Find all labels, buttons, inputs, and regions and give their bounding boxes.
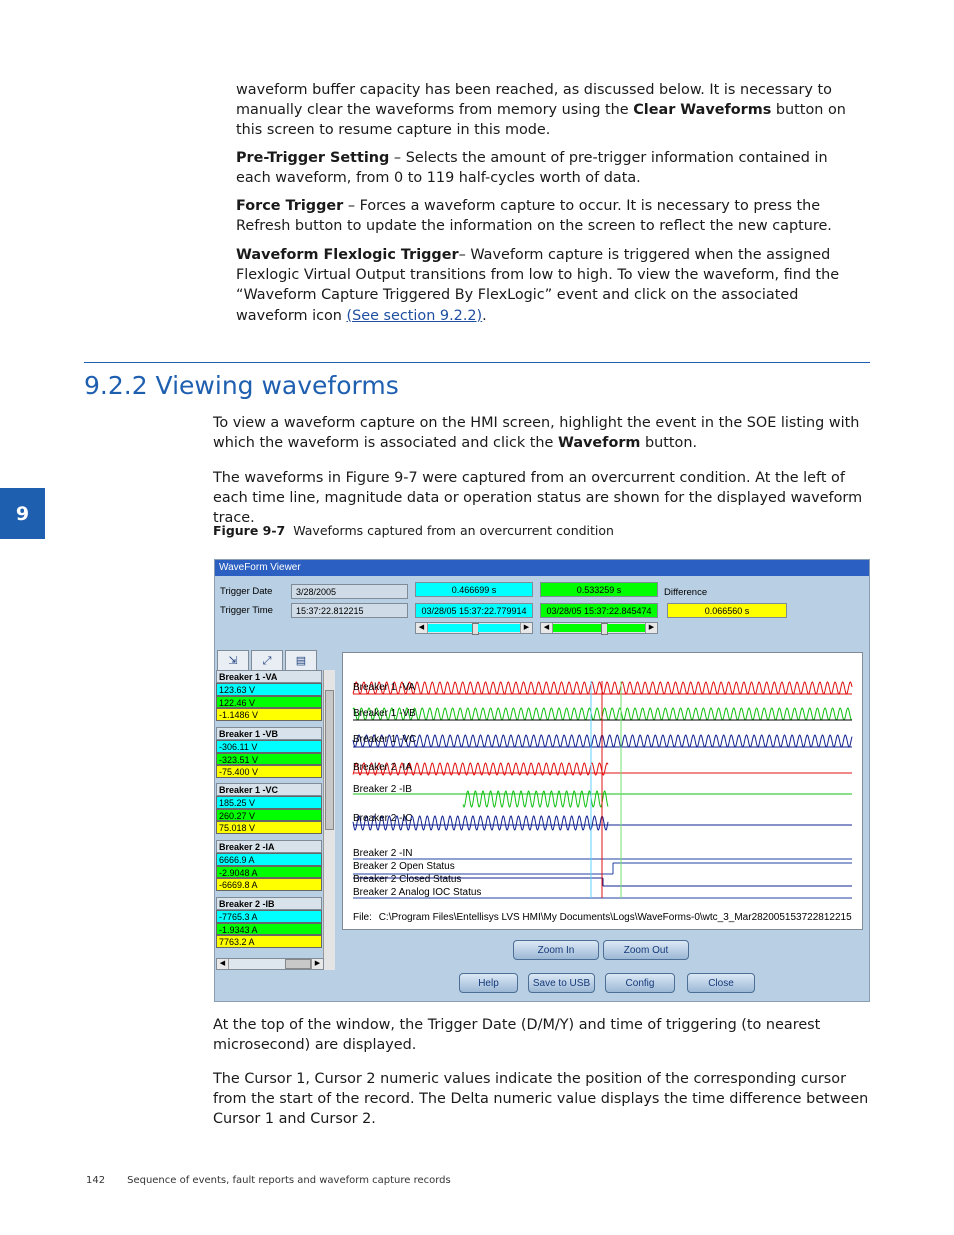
channel-group xyxy=(216,897,322,948)
cursor1-slider-fill-right xyxy=(478,624,520,632)
trace-label: Breaker 2 -IN xyxy=(353,848,413,859)
trace-label: Breaker 2 -IA xyxy=(353,762,412,773)
section-paragraph-1 xyxy=(213,413,873,453)
waveform-svg xyxy=(343,653,862,929)
cursor1-slider-fill xyxy=(428,624,472,632)
file-path: C:\Program Files\Entellisys LVS HMI\My Documents\Logs\WaveForms-0\wtc_3_Mar282005153722812215 xyxy=(378,912,852,923)
channel-values-panel xyxy=(215,670,335,970)
channel-yellow-value: -1.1486 V xyxy=(216,708,322,721)
channel-group xyxy=(216,783,322,834)
channel-name: Breaker 1 -VA xyxy=(216,670,322,683)
help-button[interactable]: Help xyxy=(459,973,518,993)
hscroll-thumb[interactable] xyxy=(285,959,311,969)
pretrigger-term: Pre-Trigger Setting xyxy=(236,150,390,166)
channel-cyan-value: 6666.9 A xyxy=(216,853,322,866)
trace-label: Breaker 2 -IC xyxy=(353,813,413,824)
channel-name: Breaker 2 -IA xyxy=(216,840,322,853)
channel-green-value: 122.46 V xyxy=(216,696,322,709)
config-button[interactable]: Config xyxy=(605,973,675,993)
channel-green-value: -1.9343 A xyxy=(216,923,322,936)
section-paragraph-2: The waveforms in Figure 9-7 were captured from an overcurrent condition. At the left of each time line, magnitude data or operation status are shown for the displayed waveform trace. xyxy=(213,470,863,527)
channel-name: Breaker 2 -IB xyxy=(216,897,322,910)
left-arrow-icon[interactable]: ◀ xyxy=(416,623,428,633)
after-paragraph-2: The Cursor 1, Cursor 2 numeric values indicate the position of the corresponding cursor from the start of the record. The Delta numeric value displays the time difference between Cursor 1 and Cursor 2. xyxy=(213,1071,869,1128)
cursor1-slider[interactable] xyxy=(415,622,533,634)
waveform-plot[interactable] xyxy=(342,652,863,930)
difference-field: 0.066560 s xyxy=(667,603,787,618)
channel-group xyxy=(216,727,322,778)
pretrigger-text: – Selects the amount of pre-trigger information contained in each waveform, from 0 to 119 half-cycles worth of data. xyxy=(236,150,828,187)
intro-text-end: button on this screen to resume capture in this mode. xyxy=(236,102,846,139)
flexlogic-paragraph xyxy=(236,245,861,326)
trace-label: Breaker 1 -VB xyxy=(353,708,416,719)
channel-yellow-value: 75.018 V xyxy=(216,821,322,834)
waveform-viewer-window xyxy=(214,559,870,1002)
channel-cyan-value: 123.63 V xyxy=(216,683,322,696)
right-arrow-icon[interactable]: ▶ xyxy=(645,623,657,633)
channel-name: Breaker 1 -VB xyxy=(216,727,322,740)
scrollbar-thumb[interactable] xyxy=(325,690,334,830)
trace-ib xyxy=(463,791,608,807)
zoom-fit-icon[interactable]: ⇲ xyxy=(217,650,249,672)
left-arrow-icon[interactable]: ◀ xyxy=(541,623,553,633)
channel-yellow-value: -75.400 V xyxy=(216,765,322,778)
window-title: WaveForm Viewer xyxy=(215,560,869,576)
waveform-term: Waveform xyxy=(557,435,641,452)
trace-label: Breaker 2 Analog IOC Status xyxy=(353,887,482,898)
trace-label: Breaker 2 Closed Status xyxy=(353,874,462,885)
page-footer xyxy=(86,1175,473,1186)
channel-group xyxy=(216,670,322,721)
cursor2-slider[interactable] xyxy=(540,622,658,634)
save-to-usb-button[interactable]: Save to USB xyxy=(528,973,595,993)
file-label-prefix: File: xyxy=(353,912,372,923)
channel-name: Breaker 1 -VC xyxy=(216,783,322,796)
cursor-tool-icon[interactable]: ⤢ xyxy=(251,650,283,672)
section-p1-text: To view a waveform capture on the HMI screen, highlight the event in the SOE listing with which the waveform is associated and click the xyxy=(213,415,860,452)
zoom-out-button[interactable]: Zoom Out xyxy=(603,940,689,960)
channel-panel-hscrollbar[interactable] xyxy=(216,958,324,970)
trigger-time-field: 15:37:22.812215 xyxy=(291,603,408,618)
channel-green-value: -2.9048 A xyxy=(216,866,322,879)
chapter-tab: 9 xyxy=(0,488,45,539)
channel-yellow-value: 7763.2 A xyxy=(216,935,322,948)
intro-paragraph xyxy=(236,80,876,141)
section-rule xyxy=(84,362,870,363)
see-section-link[interactable]: (See section 9.2.2) xyxy=(346,307,483,324)
force-trigger-paragraph xyxy=(236,196,856,236)
difference-label: Difference xyxy=(664,587,708,598)
figure-caption-text: Waveforms captured from an overcurrent condition xyxy=(293,523,614,538)
channel-select-icon[interactable]: ▤ xyxy=(285,650,317,672)
channel-panel-scrollbar[interactable] xyxy=(323,670,335,970)
right-arrow-icon[interactable]: ▶ xyxy=(520,623,532,633)
channel-green-value: 260.27 V xyxy=(216,809,322,822)
channel-cyan-value: -7765.3 A xyxy=(216,910,322,923)
trigger-date-field: 3/28/2005 xyxy=(291,584,408,599)
flexlogic-text: – Waveform capture is triggered when the assigned Flexlogic Virtual Output transitions from low to high. To view the waveform, find the “Waveform Capture Triggered By FlexLogic” event and click on the associated waveform icon xyxy=(236,247,840,324)
section-p1-end: button. xyxy=(640,435,698,452)
flexlogic-term: Waveform Flexlogic Trigger xyxy=(236,247,459,263)
cursor2-slider-fill-right xyxy=(607,624,645,632)
close-button[interactable]: Close xyxy=(687,973,755,993)
zoom-in-button[interactable]: Zoom In xyxy=(513,940,599,960)
cursor2-offset-field: 0.533259 s xyxy=(540,582,658,597)
channel-green-value: -323.51 V xyxy=(216,753,322,766)
force-trigger-text: – Forces a waveform capture to occur. It is necessary to press the Refresh button to update the information on the screen to reflect the new capture. xyxy=(236,198,832,235)
clear-waveforms-term: Clear Waveforms xyxy=(633,102,772,119)
left-arrow-icon[interactable]: ◀ xyxy=(217,959,229,969)
section-heading: 9.2.2 Viewing waveforms xyxy=(84,371,399,400)
after-paragraph-1: At the top of the window, the Trigger Date (D/M/Y) and time of triggering (to nearest microsecond) are displayed. xyxy=(213,1017,821,1054)
channel-cyan-value: -306.11 V xyxy=(216,740,322,753)
cursor2-slider-fill xyxy=(553,624,601,632)
trace-label: Breaker 2 Open Status xyxy=(353,861,455,872)
channel-cyan-value: 185.25 V xyxy=(216,796,322,809)
footer-title: Sequence of events, fault reports and waveform capture records xyxy=(127,1175,451,1186)
trace-label: Breaker 1 -VA xyxy=(353,682,416,693)
page-number: 142 xyxy=(86,1175,106,1186)
trigger-time-label: Trigger Time xyxy=(220,605,273,616)
right-arrow-icon[interactable]: ▶ xyxy=(311,959,323,969)
intro-text: waveform buffer capacity has been reached, as discussed below. It is necessary to manually clear the waveforms from memory using the xyxy=(236,82,832,119)
cursor2-time-field: 03/28/05 15:37:22.845474 xyxy=(540,603,658,618)
force-trigger-term: Force Trigger xyxy=(236,198,344,214)
flexlogic-period: . xyxy=(482,307,487,324)
cursor1-time-field: 03/28/05 15:37:22.779914 xyxy=(415,603,533,618)
channel-group xyxy=(216,840,322,891)
trigger-date-label: Trigger Date xyxy=(220,586,273,597)
figure-label: Figure 9-7 xyxy=(213,523,286,538)
cursor1-offset-field: 0.466699 s xyxy=(415,582,533,597)
trace-label: Breaker 2 -IB xyxy=(353,784,412,795)
pretrigger-paragraph xyxy=(236,148,856,188)
file-label xyxy=(353,912,852,923)
channel-yellow-value: -6669.8 A xyxy=(216,878,322,891)
trace-label: Breaker 1 -VC xyxy=(353,734,417,745)
figure-caption xyxy=(213,523,614,538)
